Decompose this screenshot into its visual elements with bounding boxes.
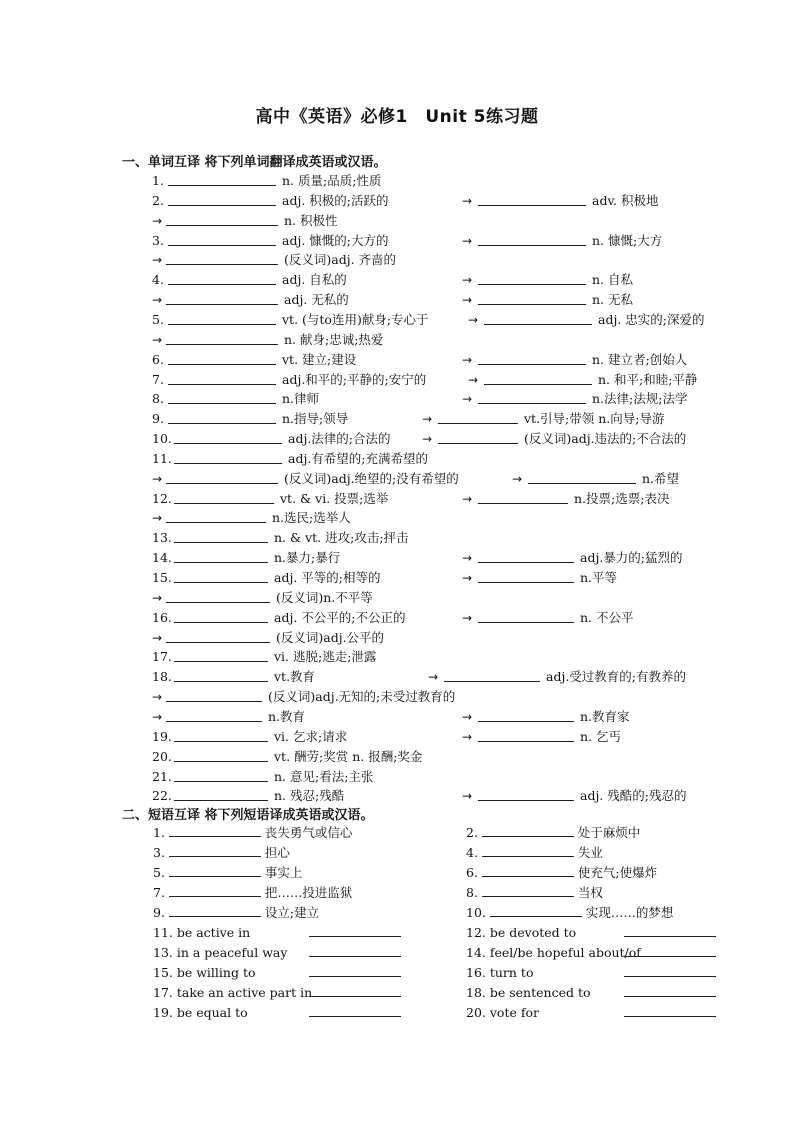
vocab-row bbox=[152, 409, 732, 429]
answer-blank[interactable] bbox=[482, 862, 574, 877]
word-definition: vt. 建立;建设 bbox=[282, 351, 357, 367]
word-definition: vt. 酬劳;奖赏 n. 报酬;奖金 bbox=[274, 748, 423, 764]
answer-blank[interactable] bbox=[478, 727, 574, 742]
word-definition: n.教育 bbox=[268, 708, 306, 724]
word-definition: vt. & vi. 投票;选举 bbox=[280, 490, 389, 506]
arrow-icon: → bbox=[462, 273, 473, 288]
word-definition: adj.有希望的;充满希望的 bbox=[288, 450, 429, 466]
item-number: 12. bbox=[466, 924, 490, 940]
arrow-icon: → bbox=[462, 293, 473, 308]
answer-blank[interactable] bbox=[166, 290, 278, 305]
phrase-row bbox=[466, 902, 673, 922]
arrow-icon: → bbox=[468, 372, 479, 387]
word-definition: (反义词)adj. 齐啬的 bbox=[284, 252, 397, 268]
answer-blank[interactable] bbox=[166, 469, 278, 484]
answer-blank[interactable] bbox=[309, 922, 401, 937]
phrase-row bbox=[466, 822, 640, 842]
arrow-icon: → bbox=[462, 610, 473, 625]
answer-blank[interactable] bbox=[166, 628, 270, 643]
arrow-icon: → bbox=[422, 432, 433, 447]
item-number: 13. bbox=[152, 530, 172, 546]
phrase-text: be equal to bbox=[176, 1004, 248, 1020]
item-number: 10. bbox=[466, 904, 490, 920]
answer-blank[interactable] bbox=[168, 171, 276, 186]
word-definition: (反义词)n.不平等 bbox=[276, 589, 373, 605]
vocab-row bbox=[152, 508, 732, 528]
answer-blank[interactable] bbox=[166, 707, 262, 722]
answer-blank[interactable] bbox=[624, 942, 716, 957]
answer-blank[interactable] bbox=[478, 548, 574, 563]
arrow-icon: → bbox=[462, 233, 473, 248]
item-number: 2. bbox=[466, 825, 482, 840]
phrase-row bbox=[466, 842, 603, 862]
word-definition: adj. 积极的;活跃的 bbox=[282, 192, 389, 208]
vocab-row bbox=[152, 767, 732, 787]
arrow-icon: → bbox=[422, 412, 433, 427]
item-number: 1. bbox=[153, 825, 169, 840]
answer-blank[interactable] bbox=[174, 449, 282, 464]
answer-blank[interactable] bbox=[169, 882, 261, 897]
vocab-row bbox=[152, 608, 732, 628]
answer-blank[interactable] bbox=[168, 191, 276, 206]
word-definition: n. 建立者;创始人 bbox=[592, 351, 688, 367]
item-number: 2. bbox=[152, 192, 164, 208]
phrase-row bbox=[153, 1002, 401, 1022]
word-definition: n.选民;选举人 bbox=[272, 510, 351, 526]
arrow-icon: → bbox=[152, 213, 163, 228]
item-number: 15. bbox=[152, 570, 172, 585]
item-number: 4. bbox=[466, 844, 482, 860]
word-definition: (反义词)adj.绝望的;没有希望的 bbox=[284, 470, 459, 486]
item-number: 22. bbox=[152, 788, 172, 804]
phrase-text: 失业 bbox=[573, 844, 603, 860]
answer-blank[interactable] bbox=[624, 982, 716, 997]
arrow-icon: → bbox=[152, 630, 163, 645]
item-number: 5. bbox=[152, 311, 164, 327]
word-definition: n.法律;法规;法学 bbox=[592, 391, 688, 407]
phrase-text: 实现……的梦想 bbox=[581, 904, 674, 920]
item-number: 3. bbox=[153, 844, 169, 860]
vocab-row bbox=[152, 231, 732, 251]
item-number: 11. bbox=[153, 924, 177, 940]
word-definition: n. 积极性 bbox=[284, 212, 338, 228]
answer-blank[interactable] bbox=[478, 389, 586, 404]
phrase-row bbox=[466, 882, 603, 902]
vocab-row bbox=[152, 528, 732, 548]
answer-blank[interactable] bbox=[166, 508, 266, 523]
word-definition: n. 慷慨;大方 bbox=[592, 232, 663, 248]
answer-blank[interactable] bbox=[478, 270, 586, 285]
answer-blank[interactable] bbox=[174, 727, 268, 742]
vocab-row bbox=[152, 389, 732, 409]
answer-blank[interactable] bbox=[478, 489, 568, 504]
vocab-row bbox=[152, 568, 732, 588]
word-definition: n.平等 bbox=[580, 570, 618, 585]
word-definition: adj. 平等的;相等的 bbox=[274, 570, 381, 585]
vocab-row bbox=[152, 687, 732, 707]
word-definition: vt. (与to连用)献身;专心于 bbox=[282, 311, 429, 327]
answer-blank[interactable] bbox=[478, 350, 586, 365]
word-definition: adj.暴力的;猛烈的 bbox=[580, 550, 683, 566]
arrow-icon: → bbox=[462, 571, 473, 585]
item-number: 21. bbox=[152, 768, 172, 784]
answer-blank[interactable] bbox=[309, 982, 401, 997]
answer-blank[interactable] bbox=[482, 822, 574, 837]
phrase-text: turn to bbox=[489, 964, 534, 980]
arrow-icon: → bbox=[152, 332, 163, 347]
phrase-text: be willing to bbox=[176, 964, 256, 980]
phrase-row bbox=[466, 862, 657, 882]
section-2-heading: 二、短语互译 将下列短语译成英语或汉语。 bbox=[122, 808, 374, 823]
answer-blank[interactable] bbox=[438, 409, 518, 424]
phrase-text: 担心 bbox=[260, 844, 290, 860]
answer-blank[interactable] bbox=[174, 528, 268, 543]
word-definition: n. 残忍;残酷 bbox=[274, 788, 345, 804]
item-number: 20. bbox=[152, 748, 172, 764]
vocab-row bbox=[152, 429, 732, 449]
item-number: 11. bbox=[152, 450, 172, 466]
answer-blank[interactable] bbox=[169, 902, 261, 917]
word-definition: adj. 自私的 bbox=[282, 272, 347, 288]
answer-blank[interactable] bbox=[166, 250, 278, 265]
vocab-row bbox=[152, 707, 732, 727]
arrow-icon: → bbox=[152, 471, 163, 486]
phrase-row bbox=[153, 902, 319, 922]
item-number: 16. bbox=[466, 964, 490, 980]
answer-blank[interactable] bbox=[168, 310, 276, 325]
word-definition: (反义词)adj.公平的 bbox=[276, 629, 385, 645]
answer-blank[interactable] bbox=[490, 902, 582, 917]
answer-blank[interactable] bbox=[484, 370, 592, 385]
phrase-text: be devoted to bbox=[489, 924, 577, 940]
answer-blank[interactable] bbox=[174, 667, 268, 682]
phrase-text: 把……投进监狱 bbox=[260, 884, 353, 900]
arrow-icon: → bbox=[428, 670, 439, 685]
word-definition: n.投票;选票;表决 bbox=[574, 490, 670, 506]
vocab-row bbox=[152, 588, 732, 608]
word-definition: adj. 慷慨的;大方的 bbox=[282, 232, 389, 248]
vocab-row bbox=[152, 489, 732, 509]
answer-blank[interactable] bbox=[168, 370, 276, 385]
vocab-row bbox=[152, 330, 732, 350]
answer-blank[interactable] bbox=[174, 608, 268, 623]
answer-blank[interactable] bbox=[174, 647, 268, 662]
arrow-icon: → bbox=[462, 193, 473, 208]
answer-blank[interactable] bbox=[482, 882, 574, 897]
arrow-icon: → bbox=[152, 293, 163, 308]
word-definition: adv. 积极地 bbox=[592, 192, 659, 208]
word-definition: n. 献身;忠诚;热爱 bbox=[284, 331, 384, 347]
answer-blank[interactable] bbox=[168, 270, 276, 285]
word-definition: n. 和平;和睦;平静 bbox=[598, 371, 698, 387]
answer-blank[interactable] bbox=[168, 350, 276, 365]
word-definition: vi. 乞求;请求 bbox=[274, 728, 348, 744]
answer-blank[interactable] bbox=[174, 747, 268, 762]
answer-blank[interactable] bbox=[482, 842, 574, 857]
vocab-row bbox=[152, 191, 732, 211]
word-definition: adj. 不公平的;不公正的 bbox=[274, 609, 406, 625]
arrow-icon: → bbox=[152, 253, 163, 268]
arrow-icon: → bbox=[152, 690, 163, 705]
phrase-text: vote for bbox=[489, 1004, 539, 1020]
vocab-row bbox=[152, 449, 732, 469]
vocab-row bbox=[152, 727, 732, 747]
arrow-icon: → bbox=[152, 590, 163, 605]
arrow-icon: → bbox=[468, 312, 479, 327]
answer-blank[interactable] bbox=[174, 767, 268, 782]
phrase-text: be sentenced to bbox=[489, 984, 591, 1000]
answer-blank[interactable] bbox=[174, 548, 268, 563]
phrase-text: take an active part in bbox=[176, 984, 313, 1000]
vocab-row bbox=[152, 250, 732, 270]
word-definition: adj. 忠实的;深爱的 bbox=[598, 311, 705, 327]
page-title: 高中《英语》必修1 Unit 5练习题 bbox=[255, 107, 539, 127]
arrow-icon: → bbox=[462, 709, 473, 724]
answer-blank[interactable] bbox=[169, 862, 261, 877]
item-number: 17. bbox=[152, 649, 172, 665]
word-definition: adj.法律的;合法的 bbox=[288, 431, 391, 447]
phrase-text: 使充气;使爆炸 bbox=[573, 864, 658, 880]
word-definition: n.希望 bbox=[642, 470, 680, 486]
answer-blank[interactable] bbox=[168, 389, 276, 404]
word-definition: n.暴力;暴行 bbox=[274, 550, 341, 566]
arrow-icon: → bbox=[152, 709, 163, 724]
item-number: 7. bbox=[153, 884, 169, 900]
word-definition: n. & vt. 进攻;攻击;抨击 bbox=[274, 530, 409, 546]
item-number: 5. bbox=[153, 864, 169, 880]
answer-blank[interactable] bbox=[478, 786, 574, 801]
phrase-row bbox=[466, 982, 716, 1002]
answer-blank[interactable] bbox=[438, 429, 518, 444]
answer-blank[interactable] bbox=[166, 588, 270, 603]
phrase-text: 事实上 bbox=[260, 864, 303, 880]
answer-blank[interactable] bbox=[478, 568, 574, 583]
phrase-text: 处于麻烦中 bbox=[573, 825, 641, 840]
item-number: 1. bbox=[152, 173, 164, 188]
answer-blank[interactable] bbox=[478, 231, 586, 246]
word-definition: (反义词)adj.违法的;不合法的 bbox=[524, 431, 687, 447]
arrow-icon: → bbox=[462, 352, 473, 367]
phrase-text: in a peaceful way bbox=[176, 944, 288, 960]
phrase-row bbox=[153, 942, 401, 962]
answer-blank[interactable] bbox=[624, 922, 716, 937]
vocab-row bbox=[152, 628, 732, 648]
item-number: 6. bbox=[466, 864, 482, 880]
item-number: 18. bbox=[466, 984, 490, 1000]
answer-blank[interactable] bbox=[166, 330, 278, 345]
item-number: 20. bbox=[466, 1004, 490, 1020]
word-definition: adj.受过教育的;有教养的 bbox=[546, 669, 687, 685]
phrase-text: 丧失勇气或信心 bbox=[260, 825, 353, 840]
answer-blank[interactable] bbox=[309, 962, 401, 977]
phrase-row bbox=[466, 942, 716, 962]
answer-blank[interactable] bbox=[478, 608, 574, 623]
vocab-row bbox=[152, 469, 732, 489]
arrow-icon: → bbox=[462, 789, 473, 804]
phrase-row bbox=[153, 822, 352, 842]
word-definition: n. 意见;看法;主张 bbox=[274, 768, 374, 784]
word-definition: n.教育家 bbox=[580, 708, 630, 724]
phrase-row bbox=[466, 962, 716, 982]
answer-blank[interactable] bbox=[624, 962, 716, 977]
phrase-text: be active in bbox=[176, 924, 251, 940]
item-number: 7. bbox=[152, 371, 164, 387]
item-number: 9. bbox=[152, 411, 164, 427]
vocab-row bbox=[152, 171, 732, 191]
item-number: 8. bbox=[466, 884, 482, 900]
word-definition: n. 自私 bbox=[592, 272, 633, 288]
answer-blank[interactable] bbox=[528, 469, 636, 484]
word-definition: adj. 无私的 bbox=[284, 292, 349, 308]
answer-blank[interactable] bbox=[169, 842, 261, 857]
answer-blank[interactable] bbox=[309, 942, 401, 957]
phrase-row bbox=[153, 962, 401, 982]
answer-blank[interactable] bbox=[624, 1002, 716, 1017]
item-number: 8. bbox=[152, 391, 164, 407]
item-number: 15. bbox=[153, 964, 177, 980]
vocab-row bbox=[152, 290, 732, 310]
item-number: 19. bbox=[152, 728, 172, 744]
word-definition: n. 质量;品质;性质 bbox=[282, 173, 382, 188]
word-definition: n. 无私 bbox=[592, 292, 633, 308]
arrow-icon: → bbox=[512, 471, 523, 486]
word-definition: (反义词)adj.无知的;未受过教育的 bbox=[268, 689, 456, 705]
item-number: 17. bbox=[153, 984, 177, 1000]
item-number: 14. bbox=[152, 550, 172, 566]
answer-blank[interactable] bbox=[309, 1002, 401, 1017]
word-definition: n.指导;领导 bbox=[282, 411, 349, 427]
phrase-row bbox=[153, 862, 302, 882]
answer-blank[interactable] bbox=[174, 786, 268, 801]
item-number: 18. bbox=[152, 669, 172, 685]
item-number: 9. bbox=[153, 904, 169, 920]
arrow-icon: → bbox=[462, 551, 473, 566]
vocab-row bbox=[152, 270, 732, 290]
vocab-row bbox=[152, 667, 732, 687]
item-number: 10. bbox=[152, 431, 172, 447]
word-definition: n. 不公平 bbox=[580, 609, 634, 625]
answer-blank[interactable] bbox=[478, 707, 574, 722]
answer-blank[interactable] bbox=[174, 429, 282, 444]
item-number: 14. bbox=[466, 944, 490, 960]
word-definition: n. 乞丐 bbox=[580, 728, 621, 744]
section-1-heading: 一、单词互译 将下列单词翻译成英语或汉语。 bbox=[122, 155, 387, 170]
phrase-text: 设立;建立 bbox=[260, 904, 320, 920]
arrow-icon: → bbox=[462, 392, 473, 407]
answer-blank[interactable] bbox=[168, 231, 276, 246]
answer-blank[interactable] bbox=[168, 409, 276, 424]
answer-blank[interactable] bbox=[444, 667, 540, 682]
answer-blank[interactable] bbox=[478, 191, 586, 206]
vocab-row bbox=[152, 310, 732, 330]
vocab-row bbox=[152, 747, 732, 767]
arrow-icon: → bbox=[152, 511, 163, 526]
item-number: 6. bbox=[152, 351, 164, 367]
phrase-row bbox=[466, 922, 716, 942]
item-number: 3. bbox=[152, 232, 164, 248]
phrase-row bbox=[153, 922, 401, 942]
word-definition: n.律师 bbox=[282, 391, 320, 407]
answer-blank[interactable] bbox=[484, 310, 592, 325]
phrase-row bbox=[153, 882, 352, 902]
answer-blank[interactable] bbox=[169, 822, 261, 837]
word-definition: vt.教育 bbox=[274, 669, 316, 685]
item-number: 16. bbox=[152, 609, 172, 625]
vocab-row bbox=[152, 548, 732, 568]
phrase-text: 当权 bbox=[573, 884, 603, 900]
item-number: 13. bbox=[153, 944, 177, 960]
vocab-row bbox=[152, 370, 732, 390]
word-definition: adj. 残酷的;残忍的 bbox=[580, 788, 687, 804]
answer-blank[interactable] bbox=[166, 687, 262, 702]
phrase-row bbox=[153, 842, 290, 862]
item-number: 19. bbox=[153, 1004, 177, 1020]
answer-blank[interactable] bbox=[478, 290, 586, 305]
item-number: 12. bbox=[152, 490, 172, 506]
word-definition: vi. 逃脱;逃走;泄露 bbox=[274, 649, 377, 665]
word-definition: adj.和平的;平静的;安宁的 bbox=[282, 371, 427, 387]
answer-blank[interactable] bbox=[166, 211, 278, 226]
phrase-row bbox=[153, 982, 401, 1002]
vocab-row bbox=[152, 350, 732, 370]
arrow-icon: → bbox=[462, 491, 473, 506]
vocab-row bbox=[152, 211, 732, 231]
arrow-icon: → bbox=[462, 729, 473, 744]
answer-blank[interactable] bbox=[174, 568, 268, 583]
phrase-text: feel/be hopeful about/of bbox=[489, 944, 641, 960]
answer-blank[interactable] bbox=[174, 489, 274, 504]
word-definition: vt.引导;带领 n.向导;导游 bbox=[524, 411, 665, 427]
phrase-row bbox=[466, 1002, 716, 1022]
vocab-row bbox=[152, 647, 732, 667]
item-number: 4. bbox=[152, 272, 164, 288]
